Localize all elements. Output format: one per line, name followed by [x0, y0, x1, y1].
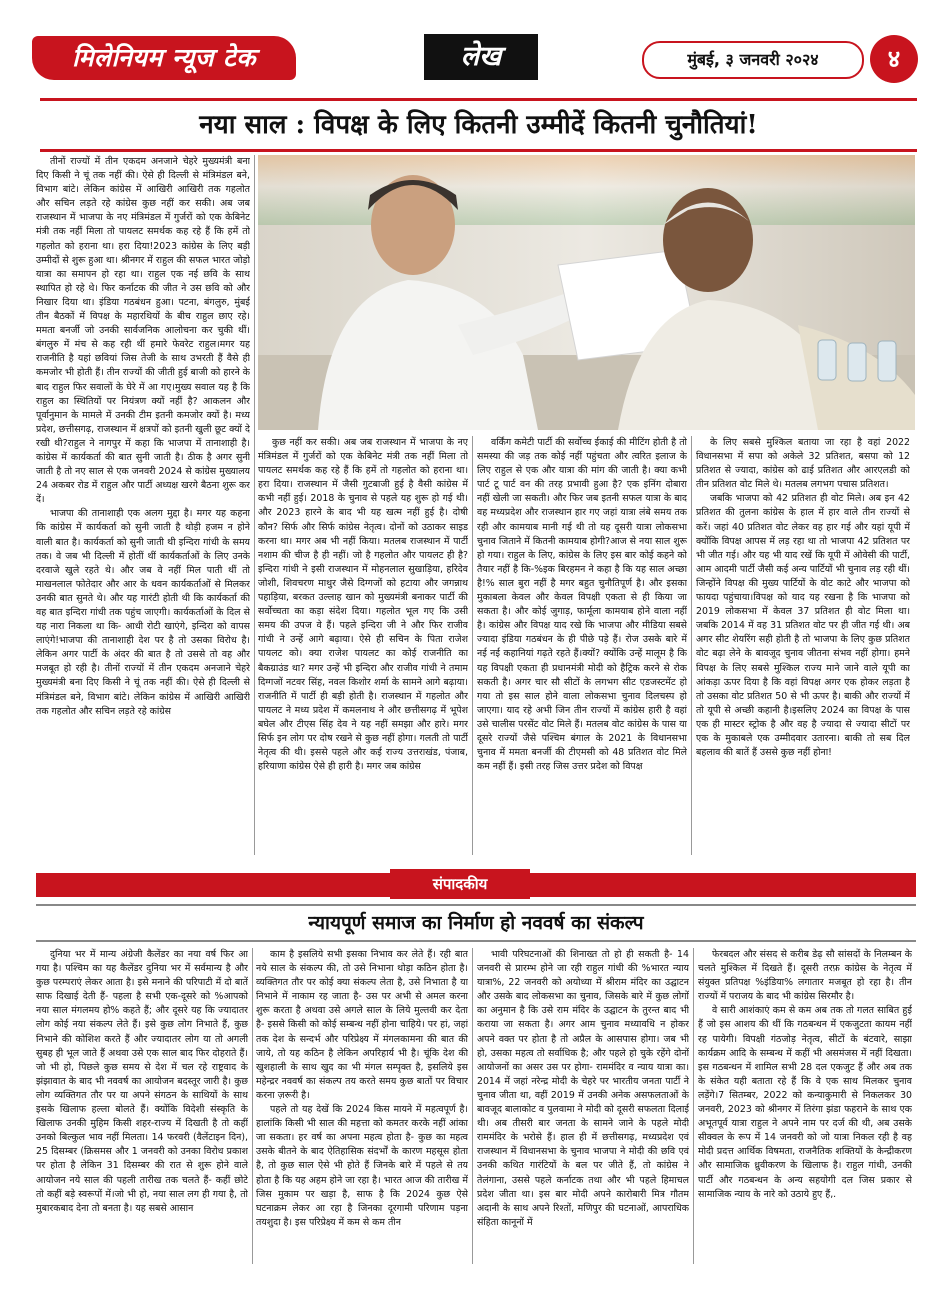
dateline: मुंबई, ३ जनवरी २०२४	[642, 41, 864, 79]
column-divider	[693, 948, 694, 1264]
article-paragraph: कुछ नहीं कर सकी। अब जब राजस्थान में भाजपा के नए मंत्रिमंडल में गुर्जरों को एक केबिनेट मंत्री तक नहीं मिला तो पायलट समर्थक कह रहे हैं कि हमें तो गहलोत को हराना था। हरा दिया। राजस्थान में जैसी गुटबाजी हुई है वैसी कांग्रेस में कभी नहीं हुई। 2018 के चुनाव से पहले यह शुरू हो गई थी। और 2023 हारने के बाद भी यह खत्म नहीं हुई है। दोषी कौन? सिर्फ और सिर्फ कांग्रेस नेतृत्व। दोनों को उठाकर साइड करना था। मगर अब भी नहीं किया। मतलब राजस्थान में पार्टी नशाम की चीज है ही नहीं। जो है गहलोत और पायलट ही है? इन्दिरा गांधी ने इसी राजस्थान में मोहनलाल सुखाड़िया, हरिदेव जोशी, शिवचरण माथुर जैसे दिग्गजों को हटाया और जगन्नाथ पहाड़िया, बरकत उल्लाह खान को मुख्यमंत्री बनाकर पार्टी की सर्वोच्चता का कड़ा संदेश दिया। गहलोत भूल गए कि उसी समय की उपज वे हैं। पहले इन्दिरा जी ने और फिर राजीव गांधी ने उन्हें आगे बढ़ाया। ऐसे ही सचिन के पिता राजेश पायलट को। क्या राजेश पायलट का कोई राजनीति का बैकग्राउंड था? मगर उन्हें भी इन्दिरा और राजीव गांधी ने तमाम दिग्गजों नटवर सिंह, नवल किशोर शर्मा के सामने आगे बढ़ाया।राजनीति में पार्टी ही बड़ी होती है। राजस्थान में गहलोत और पायलट ने मध्य प्रदेश में कमलनाथ ने और छत्तीसगढ़ में भूपेश बघेल और टीएस सिंह देव ने यह नहीं समझा और हारे। मगर सिर्फ इन लोग पर दोष रखने से कुछ नहीं होगा। गलती तो पार्टी नेतृत्व की थी। इससे पहले और कई राज्य उत्तराखंड, पंजाब, हरियाणा कांग्रेस ऐसे ही हारी है। मगर जब कांग्रेस	[258, 437, 468, 773]
newspaper-logo: मिलेनियम न्यूज टेक	[32, 36, 296, 80]
editorial-headline: न्यायपूर्ण समाज का निर्माण हो नववर्ष का संकल्प	[308, 912, 644, 934]
article-column-3	[477, 436, 687, 855]
article-photo	[258, 155, 915, 430]
article-paragraph: जबकि भाजपा को 42 प्रतिशत ही वोट मिले। अब इन 42 प्रतिशत की तुलना कांग्रेस के हाल में हार वाले तीन राज्यों से करें। जहां 40 प्रतिशत वोट लेकर वह हार गई और यहां यूपी में क्योंकि विपक्ष आपस में लड़ रहा था तो भाजपा 42 प्रतिशत पर भी जीत गई। और यह भी याद रखें कि यूपी में ओवेसी की पार्टी, आम आदमी पार्टी जैसी कई अन्य पार्टियों भी चुनाव लड़ रही थीं। जिन्होंने विपक्ष की मुख्य पार्टियों के वोट काटे और भाजपा को फायदा पहुंचाया।विपक्ष को याद यह रखना है कि भाजपा को 2019 लोकसभा में केवल 37 प्रतिशत ही वोट मिला था। जबकि 2014 में वह 31 प्रतिशत वोट पर ही जीत गई थी। अब अगर सीट शेयरिंग सही होती है तो भाजपा के लिए कुछ प्रतिशत वोट बढ़ा लेने के बावजूद चुनाव जीतना संभव नहीं होगा। हमने विपक्ष के लिए सबसे मुश्किल राज्य माने जाने वाले यूपी का आंकड़ा ऊपर दिया है कि वहां विपक्ष अगर एक होकर लड़ता है तो उसका वोट प्रतिशत 50 से भी ऊपर है। बाकी और राज्यों में तो यूपी से अच्छी कहानी है।इसलिए 2024 का विपक्ष के पास एक ही मास्टर स्ट्रोक है और वह है ज्यादा से ज्यादा सीटों पर एक के मुकाबले एक उम्मीदवार उतारना। बाकी तो सब दिल बहलाव की बातें हैं उससे कुछ नहीं होना!	[696, 493, 910, 759]
editorial-paragraph: काम है इसलिये सभी इसका निभाव कर लेते हैं। रही बात नये साल के संकल्प की, तो उसे निभाना थोड़ा कठिन होता है। व्यक्तिगत तौर पर कोई क्या संकल्प लेता है, उसे निभाता है या निभाने में नाकाम रह जाता है- उस पर अभी से अमल करना शुरू करता है अथवा उसे अगले साल के लिये मुल्तवी कर देता है- इससे किसी को कोई सम्बन्ध नहीं होना चाहिये। पर हां, जहां तक देश के सन्दर्भ और परिप्रेक्ष्य में मंगलकामना की बात की जाये, तो यह कठिन है लेकिन अपरिहार्य भी है। चूंकि देश की खुशहाली के साथ खुद का भी मंगल सम्पृक्त है, इसलिये इस महेन्द्रर नववर्ष का संकल्प तय करते समय कुछ बातों पर विचार करना ज़रूरी है।	[256, 949, 468, 1101]
editorial-paragraph: वे सारी आशंकाएं कम से कम अब तक तो गलत साबित हुई हैं जो इस आशय की थीं कि गठबन्धन में एकजुटता कायम नहीं रह पायेगी। विपक्षी गंठजोड़ नेतृत्व, सीटों के बंटवारे, साझा कार्यक्रम आदि के सम्बन्ध में कहीं भी असमंजस में नहीं दिखता। इस गठबन्धन में शामिल सभी 28 दल एकजुट हैं और अब तक के संकेत यही बताता रहे हैं कि वे एक साथ मिलकर चुनाव लड़ेंगे।7 सितम्बर, 2022 को कन्याकुमारी से निकलकर 30 जनवरी, 2023 को श्रीनगर में तिरंगा झंडा फहराने के साथ एक अभूतपूर्व यात्रा राहुल ने अपने नाम पर दर्ज की थी, अब उसके सीक्वल के रूप में 14 जनवरी को जो यात्रा निकल रही है वह मोदी प्रदत्त आर्थिक विषमता, राजनैतिक शक्तियों के केन्द्रीकरण और सामाजिक ध्रुवीकरण के खिलाफ है। राहुल गांधी, उनकी पार्टी और गठबन्धन के अन्य सहयोगी दल जिस प्रकार से सामाजिक न्याय के नारे को उठाये हुए हैं,.	[698, 1005, 912, 1200]
editorial-paragraph: पहले तो यह देखें कि 2024 किस मायने में महत्वपूर्ण है। हालांकि किसी भी साल की महत्ता को कमतर करके नहीं आंका जा सकता। हर वर्ष का अपना महत्व होता है- कुछ का महत्व उसके बीतने के बाद ऐतिहासिक संदर्भों के कारण महसूस होता है, तो कुछ साल ऐसे भी होते हैं जिनके बारे में पहले से तय होता है कि यह अहम होने जा रहा है। भारत आज की तारीख में जिस मुकाम पर खड़ा है, साफ है कि 2024 कुछ ऐसे घटनाक्रम लेकर आ रहा है जिनका दूरगामी परिणाम पड़ना तयशुदा है। इस परिप्रेक्ष्य में कम से कम तीन	[256, 1104, 468, 1228]
editorial-column-1	[36, 948, 248, 1264]
editorial-column-2	[256, 948, 468, 1264]
editorial-headline-bar	[36, 904, 916, 942]
masthead	[14, 32, 932, 84]
article-column-4	[696, 436, 910, 855]
column-divider	[252, 948, 253, 1264]
editorial-label: संपादकीय	[390, 869, 530, 899]
article-paragraph: वर्किंग कमेटी पार्टी की सर्वोच्च ईकाई की मीटिंग होती है तो समस्या की जड़ तक कोई नहीं पहुंचता और त्वरित इलाज के लिए राहुल से एक और यात्रा की मांग की जाती है। क्या कभी पार्ट टू पार्ट वन की तरह प्रभावी हुआ है? एक इनिंग दोबारा नहीं खेली जा सकती। और फिर जब इतनी सफल यात्रा के बाद वह मध्यप्रदेश और राजस्थान हार गए जहां यात्रा लंबे समय तक रही और कामयाब मानी गई थी तो यह दूसरी यात्रा लोकसभा चुनाव जिताने में कितनी कामयाब होगी?आज से नया साल शुरू हो गया। राहुल के लिए, कांग्रेस के लिए इस बार कोई कहने को तैयार नहीं है कि-%इक बिरहमन ने कहा है कि यह साल अच्छा है!% साल बुरा नहीं है मगर बहुत चुनौतिपूर्ण है। और इसका मुकाबला केवल और केवल विपक्षी एकता से ही किया जा सकता है। और कोई जुगाड़, फार्मूला कामयाब होने वाला नहीं है। कांग्रेस और विपक्ष याद रखे कि भाजपा और मीडिया सबसे ज्यादा इंडिया गठबंधन के ही पीछे पड़े हैं। रोज उसके बारे में नई नई कहानियां गढ़ते रहते हैं।क्यों? क्योंकि उन्हें मालूम है कि यह विपक्षी एकता ही प्रधानमंत्री मोदी को हैट्रिक करने से रोक सकती है। अगर चार सौ सीटों के लगभग सीट एडजस्टमेंट हो गया तो इस साल होने वाला लोकसभा चुनाव दिलचस्प हो जाएगा। याद रहे अभी जिन तीन राज्यों में कांग्रेस हारी है वहां उसे चालीस परसेंट वोट मिले हैं। मतलब वोट कांग्रेस के पास या दूसरे राज्यों जैसे पश्चिम बंगाल के 2021 के विधानसभा चुनाव में ममता बनर्जी की टीएमसी को 48 प्रतिशत वोट मिले कम नहीं हैं। इसी तरह जिस उत्तर प्रदेश को विपक्ष	[477, 437, 687, 773]
editorial-column-3	[477, 948, 689, 1264]
column-divider	[691, 436, 692, 855]
article-paragraph: के लिए सबसे मुश्किल बताया जा रहा है वहां 2022 विधानसभा में सपा को अकेले 32 प्रतिशत, बसपा को 12 प्रतिशत से ज्यादा, कांग्रेस को ढाई प्रतिशत और आरएलडी को तीन प्रतिशत वोट मिले थे। मतलब लगभग पचास प्रतिशत।	[696, 437, 910, 491]
column-divider	[472, 948, 473, 1264]
article-paragraph: भाजपा की तानाशाही एक अलग मुद्दा है। मगर यह कहना कि कांग्रेस में कार्यकर्ता को सुनी जाती है थोड़ी हजम न होने वाली बात है। कार्यकर्ता को सुनी जाती थी इन्दिरा गांधी के समय तक। वे जब भी दिल्ली में होतीं थीं कार्यकर्ताओं के लिए उनके दरवाजे खुले रहते थे। और जब वे नहीं मिल पाती थीं तो माखनलाल फोतेदार और आर के धवन कार्यकर्ताओं से मिलकर उनकी बात सुनते थे। और यह गारंटी होती थी कि कार्यकर्ता की वह बात इन्दिरा गांधी तक पहुंच जाएगी। कार्यकर्ताओं के दिल से यह नारा निकला था कि- आधी रोटी खाएंगे, इन्दिरा को वापस लाएंगे!भाजपा की तानाशाही देश पर है तो उसका विरोध है। लेकिन अगर पार्टी के अंदर की बात है तो उससे तो वह और मजबूत हो रही है। तीनों राज्यों में तीन एकदम अनजाने चेहरे मुख्यमंत्री बना दिए किसी ने चूं तक नहीं की। ऐसे ही दिल्ली से मंत्रिमंडल बने, विभाग बांटे। लेकिन कांग्रेस में आखिरी आखिरी तक गहलोत और सचिन लड़ते रहे कांग्रेस	[36, 508, 250, 717]
leaders-photo-illustration	[258, 155, 915, 430]
article-column-2	[258, 436, 468, 855]
article-headline-bar	[40, 98, 917, 152]
editorial-column-4	[698, 948, 912, 1264]
column-divider	[254, 155, 255, 855]
editorial-paragraph: दुनिया भर में मान्य अंग्रेजी कैलेंडर का नया वर्ष फिर आ गया है। पश्चिम का यह कैलेंडर दुनिया भर में सर्वमान्य है और कुछ परम्पराएं लेकर आता है। इसे मनाने की परिपाटी में दो बातें साफ दिखाई देती हैं- पहला है सभी एक-दूसरे को %आपको नया साल मंगलमय हो% कहते हैं; और दूसरे यह कि ज्यादातर लोग कोई नया संकल्प लेते हैं। इसे कुछ लोग निभाते हैं, कुछ निभाने की कोशिश करते हैं और ज्यादातर लोग या तो अगली सुबह ही भूल जाते हैं अथवा उसे एक साल बाद फिर दोहराते हैं। जो भी हो, पिछले कुछ समय से देश में चल रहे राष्ट्रवाद के झंझावात के बाद भी नववर्ष का आयोजन बदस्तूर जारी है। कुछ लोग व्यक्तिगत तौर पर या अपने संगठन के साथियों के साथ इसके खिलाफ हल्ला बोलते हैं। क्योंकि विदेशी संस्कृति के खिलाफ उनकी मुहिम किसी शहर-राज्य में दिखती है तो कहीं उनको बिल्कुल भाव नहीं मिलता। 14 फरवरी (वैलेंटाइन दिन), 25 दिसम्बर (क्रिसमस और 1 जनवरी को उनका विरोध प्रकाश पर होता है लेकिन 31 दिसम्बर की रात से शुरू होने वाले आयोजन नये साल की पहली तारीख तक चलते हैं- कहीं छोटे तो कहीं बड़े स्वरूपों में।जो भी हो, नया साल लग ही गया है, तो मुबारकबाद देना तो बनता है। यह सबसे आसान	[36, 949, 248, 1214]
section-label: लेख	[424, 34, 538, 80]
article-column-1	[36, 155, 250, 855]
editorial-paragraph: फेरबदल और संसद से करीब डेढ़ सौ सांसदों के निलम्बन के चलते मुश्किल में दिखते हैं। दूसरी तरफ़ कांग्रेस के नेतृत्व में संयुक्त प्रतिपक्ष %इंडिया% लगातार मजबूत हो रहा है। तीन राज्यों में पराजय के बाद भी कांग्रेस सिरमौर है।	[698, 949, 912, 1003]
article-paragraph: तीनों राज्यों में तीन एकदम अनजाने चेहरे मुख्यमंत्री बना दिए किसी ने चूं तक नहीं की। ऐसे ही दिल्ली से मंत्रिमंडल बने, विभाग बांटे। लेकिन कांग्रेस में आखिरी आखिरी तक गहलोत और सचिन लड़ते रहे कांग्रेस कुछ नहीं कर सकी। अब जब राजस्थान में भाजपा के नए मंत्रिमंडल में गुर्जरों को एक केबिनेट मंत्री तक नहीं मिला तो पायलट समर्थक कह रहे हैं कि हमें तो गहलोत को हराना था। हरा दिया!2023 कांग्रेस के लिए बड़ी उम्मीदों से शुरू हुआ था। श्रीनगर में राहुल की सफल भारत जोड़ो यात्रा का समापन हो रहा था। राहुल एक नई छवि के साथ स्थापित हो रहे थे। फिर कर्नाटक की जीत ने उस छवि को और निखार दिया था। इंडिया गठबंधन हुआ। पटना, बंगलुरु, मुंबई तीन बैठकों में विपक्ष के महारथियों के बीच राहुल छाए रहे। ममता बनर्जी जो उनकी सार्वजनिक आलोचना कर चुकी थीं। बंगलुरु में मंच से कह रही थीं हमारे फेवरेट राहुल।मगर यह राजनीति है यहां छवियां जिस तेजी के साथ उभरती हैं वैसे ही कमजोर भी होती हैं। तीन राज्यों की जीती हुई बाजी को हारने के बाद राहुल फिर सवालों के घेरे में आ गए।मुख्य सवाल यह है कि राहुल का स्थितियों पर नियंत्रण क्यों नहीं है? आकलन और पूर्वानुमान के मामले में उनकी टीम इतनी कमजोर क्यों है। मध्य प्रदेश, छत्तीसगढ़, राजस्थान में क्षत्रपों को इतनी खुली छूट क्यों दे रखी थी?राहुल ने नागपुर में कहा कि भाजपा में तानाशाही है। कांग्रेस में कार्यकर्ता की बात सुनी जाती है। ठीक है अगर सुनी जाती है तो नए साल से एक जनवरी 2024 से कांग्रेस मुख्यालय 24 अकबर रोड में राहुल और पार्टी अध्यक्ष खरगे बैठना शुरू कर दें।	[36, 156, 250, 506]
column-divider	[472, 436, 473, 855]
page-number: ४	[870, 35, 918, 83]
article-headline: नया साल : विपक्ष के लिए कितनी उम्मीदें कितनी चुनौतियां!	[199, 110, 758, 140]
editorial-paragraph: भावी परिघटनाओं की शिनाख्त तो हो ही सकती है- 14 जनवरी से प्रारम्भ होने जा रही राहुल गांधी की %भारत न्याय यात्रा%, 22 जनवरी को अयोध्या में श्रीराम मंदिर का उद्घाटन और उसके बाद लोकसभा का चुनाव, जिसके बारे में कुछ लोगों का अनुमान है कि उसे राम मंदिर के उद्घाटन के तुरन्त बाद भी कराया जा सकता है। अगर आम चुनाव मध्यावधि न होकर अपने वक्त पर होता है तो अप्रैल के आसपास होगा। जब भी हो, उसका महत्व तो सर्वाधिक है; और पहले हो चुके रहेंगे दोनों आयोजनों का असर उस पर होगा- राममंदिर व न्याय यात्रा का।2014 में जहां नरेन्द्र मोदी के चेहरे पर भारतीय जनता पार्टी ने चुनाव जीता था, वहीं 2019 में उनकी अनेक असफलताओं के बावजूद बालाकोट व पुलवामा ने मोदी को दूसरी सफलता दिलाई थी। अब तीसरी बार जनता के सामने जाने के पहले मोदी राममंदिर के भरोसे हैं। हाल ही में छत्तीसगढ़, मध्यप्रदेश एवं राजस्थान में विधानसभा के चुनाव भाजपा ने मोदी की छवि एवं उनकी कथित गारंटियों के बल पर जीते हैं, तो कांग्रेस ने तेलंगाना, उससे पहले कर्नाटक तथा और भी पहले हिमाचल प्रदेश जीता था। इस बार मोदी अपने कारोबारी मित्र गौतम अदानी के साथ अपने रिश्तों, मणिपुर की घटनाओं, आपराधिक संहिता कानूनों में	[477, 949, 689, 1228]
